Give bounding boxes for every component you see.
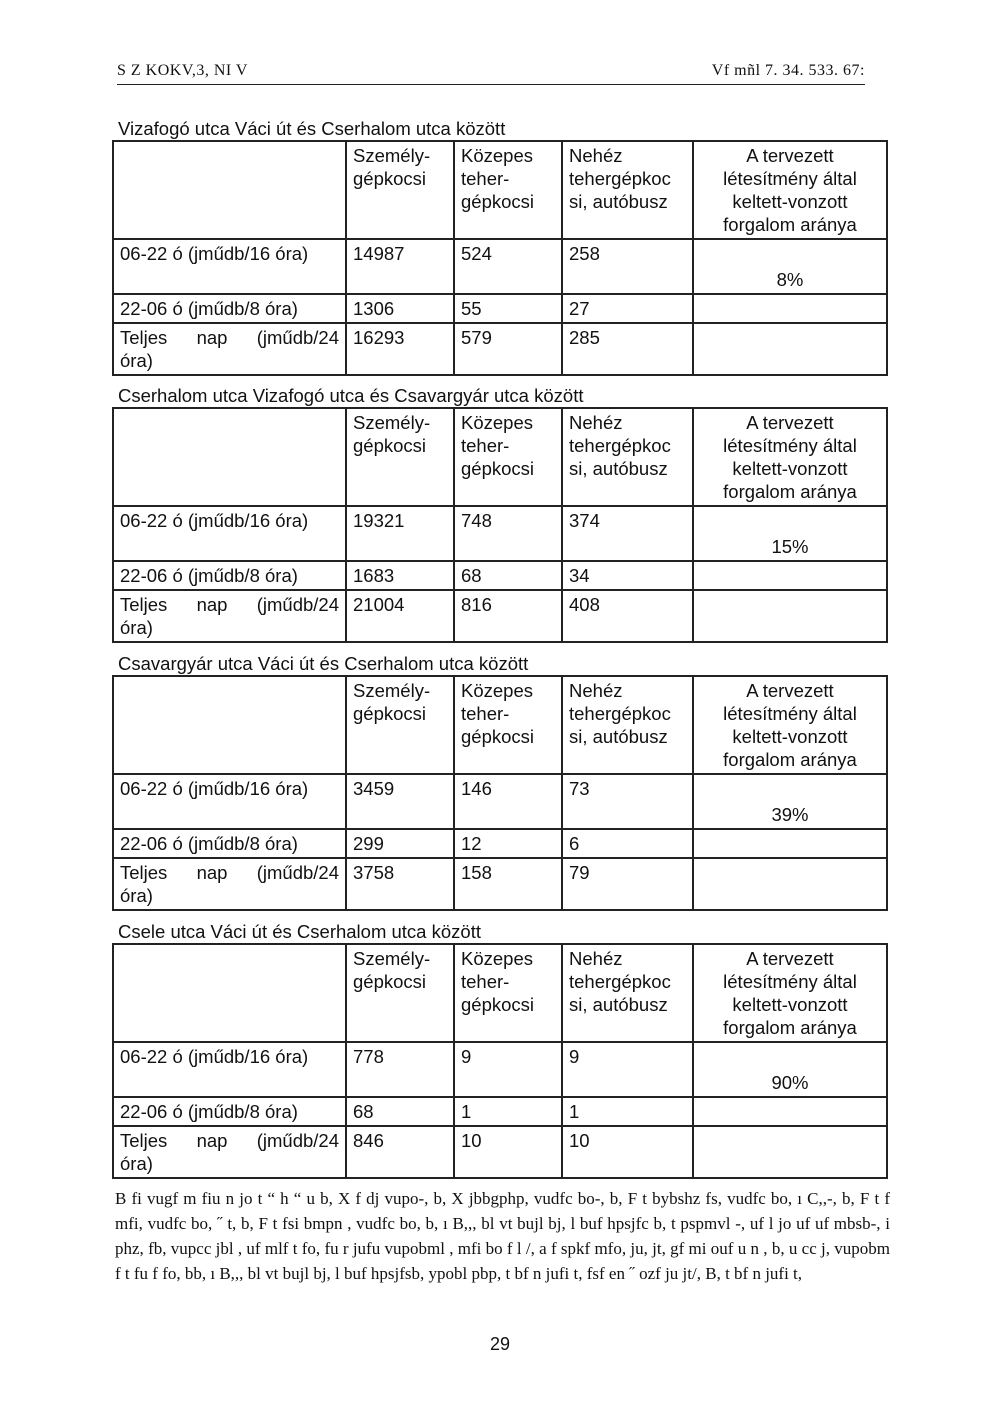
header-heavy-truck: Nehéz tehergépkoc si, autóbusz (562, 944, 693, 1042)
row-label-full-day (113, 590, 346, 642)
table-row-full-day (113, 858, 887, 910)
table-row-night (113, 561, 887, 590)
row-label-full-line1 (120, 326, 339, 349)
cell-full-ratio-empty (693, 590, 887, 642)
cell-full-medium: 10 (454, 1126, 562, 1178)
ratio-value: 39% (771, 804, 809, 825)
row-label-day: 06-22 ó (jműdb/16 óra) (113, 506, 346, 561)
row-label-day: 06-22 ó (jműdb/16 óra) (113, 774, 346, 829)
header-empty-cell (113, 944, 346, 1042)
header-passenger: Személy-gépkocsi (346, 408, 454, 506)
table-header-row (113, 408, 887, 506)
cell-night-passenger: 299 (346, 829, 454, 858)
page-header (117, 62, 865, 85)
cell-night-passenger: 1306 (346, 294, 454, 323)
ratio-value: 8% (776, 269, 804, 290)
traffic-table (112, 407, 888, 643)
cell-full-medium: 158 (454, 858, 562, 910)
cell-night-ratio-empty (693, 829, 887, 858)
cell-day-medium: 524 (454, 239, 562, 294)
full-word-unit: (jműdb/24 (256, 327, 339, 348)
traffic-table-section (112, 653, 890, 911)
row-label-full-line2: óra) (120, 350, 153, 371)
traffic-table-section (112, 921, 890, 1179)
table-caption: Csavargyár utca Váci út és Cserhalom utca között (118, 653, 529, 674)
cell-day-heavy: 73 (562, 774, 693, 829)
header-empty-cell (113, 141, 346, 239)
row-label-full-line2: óra) (120, 885, 153, 906)
row-label-full-day (113, 323, 346, 375)
cell-day-medium: 748 (454, 506, 562, 561)
row-label-full-line1 (120, 1129, 339, 1152)
page-number: 29 (489, 1334, 511, 1354)
cell-ratio (693, 506, 887, 561)
traffic-table-section (112, 385, 890, 643)
cell-night-ratio-empty (693, 294, 887, 323)
full-word-teljes: Teljes (120, 327, 168, 348)
header-heavy-truck: Nehéz tehergépkoc si, autóbusz (562, 408, 693, 506)
header-ratio: A tervezett létesítmény által keltett-vonzott forgalom aránya (693, 676, 887, 774)
header-medium-truck: Közepes teher-gépkocsi (454, 141, 562, 239)
cell-day-passenger: 778 (346, 1042, 454, 1097)
header-right-text: Vf mñl 7. 34. 533. 67: (711, 62, 865, 79)
cell-full-heavy: 285 (562, 323, 693, 375)
header-empty-cell (113, 676, 346, 774)
cell-night-ratio-empty (693, 1097, 887, 1126)
table-row-full-day (113, 590, 887, 642)
row-label-night: 22-06 ó (jműdb/8 óra) (113, 1097, 346, 1126)
body-paragraph: B fi vugf m fiu n jo t “ h “ u b, X f dj vupo-, b, X jbbgphp, vudfc bo-, b, F t bybshz fs, vudfc bo, ı C,,-, b, F t f mfi, vudfc bo, ˝ t, b, F t fsi bmpn , vudfc bo, b, ı B,,, bl vt bujl bj, l buf hpsjfc b, t pspmvl -, uf l jo uf uf mbsb-, i phz, fb, vupcc jbl , uf mlf t fo, fu r jufu vupobml , mfi bo f l /, a f spkf mfo, ju, jt, gf mi ouf u n , b, u cc j, vupobm f t fu f fo, bb, ı B,,, bl vt bujl bj, l buf hpsjfsb, ypobl pbp, t bf n jufi t, fsf en ˝ ozf ju jt/, B, t bf n jufi t, (115, 1189, 890, 1283)
ratio-value: 90% (771, 1072, 809, 1093)
traffic-table-section (112, 118, 890, 376)
table-row-night (113, 829, 887, 858)
full-word-nap: nap (196, 862, 228, 883)
row-label-day: 06-22 ó (jműdb/16 óra) (113, 1042, 346, 1097)
full-word-teljes: Teljes (120, 1130, 168, 1151)
header-ratio: A tervezett létesítmény által keltett-vonzott forgalom aránya (693, 944, 887, 1042)
traffic-table (112, 140, 888, 376)
cell-full-passenger: 21004 (346, 590, 454, 642)
cell-night-heavy: 1 (562, 1097, 693, 1126)
cell-night-passenger: 68 (346, 1097, 454, 1126)
row-label-full-line2: óra) (120, 1153, 153, 1174)
table-row-night (113, 294, 887, 323)
table-caption: Vizafogó utca Váci út és Cserhalom utca között (118, 118, 506, 139)
header-passenger: Személy-gépkocsi (346, 141, 454, 239)
cell-night-ratio-empty (693, 561, 887, 590)
header-left-text: S Z KOKV,3, NI V (117, 62, 248, 79)
row-label-full-line2: óra) (120, 617, 153, 638)
full-word-teljes: Teljes (120, 594, 168, 615)
table-row-full-day (113, 323, 887, 375)
cell-night-passenger: 1683 (346, 561, 454, 590)
cell-full-medium: 816 (454, 590, 562, 642)
header-medium-truck: Közepes teher-gépkocsi (454, 676, 562, 774)
cell-night-heavy: 6 (562, 829, 693, 858)
cell-full-passenger: 846 (346, 1126, 454, 1178)
header-empty-cell (113, 408, 346, 506)
cell-night-medium: 55 (454, 294, 562, 323)
cell-full-passenger: 3758 (346, 858, 454, 910)
ratio-value: 15% (771, 536, 809, 557)
row-label-full-line1 (120, 593, 339, 616)
header-ratio: A tervezett létesítmény által keltett-vonzott forgalom aránya (693, 141, 887, 239)
row-label-night: 22-06 ó (jműdb/8 óra) (113, 829, 346, 858)
cell-day-passenger: 14987 (346, 239, 454, 294)
cell-night-heavy: 27 (562, 294, 693, 323)
cell-full-passenger: 16293 (346, 323, 454, 375)
table-row-day (113, 506, 887, 561)
cell-day-heavy: 374 (562, 506, 693, 561)
table-row-day (113, 774, 887, 829)
row-label-full-line1 (120, 861, 339, 884)
header-heavy-truck: Nehéz tehergépkoc si, autóbusz (562, 141, 693, 239)
table-row-full-day (113, 1126, 887, 1178)
row-label-day: 06-22 ó (jműdb/16 óra) (113, 239, 346, 294)
table-header-row (113, 141, 887, 239)
full-word-nap: nap (196, 327, 228, 348)
cell-ratio (693, 239, 887, 294)
full-word-unit: (jműdb/24 (256, 1130, 339, 1151)
cell-full-heavy: 79 (562, 858, 693, 910)
traffic-table (112, 675, 888, 911)
cell-day-passenger: 3459 (346, 774, 454, 829)
table-header-row (113, 676, 887, 774)
cell-full-ratio-empty (693, 323, 887, 375)
cell-full-heavy: 10 (562, 1126, 693, 1178)
full-word-nap: nap (196, 1130, 228, 1151)
header-medium-truck: Közepes teher-gépkocsi (454, 944, 562, 1042)
cell-day-passenger: 19321 (346, 506, 454, 561)
row-label-night: 22-06 ó (jműdb/8 óra) (113, 561, 346, 590)
header-medium-truck: Közepes teher-gépkocsi (454, 408, 562, 506)
cell-night-medium: 12 (454, 829, 562, 858)
table-caption: Csele utca Váci út és Cserhalom utca között (118, 921, 481, 942)
full-word-unit: (jműdb/24 (256, 862, 339, 883)
row-label-full-day (113, 858, 346, 910)
table-header-row (113, 944, 887, 1042)
header-heavy-truck: Nehéz tehergépkoc si, autóbusz (562, 676, 693, 774)
header-passenger: Személy-gépkocsi (346, 676, 454, 774)
row-label-full-day (113, 1126, 346, 1178)
cell-night-medium: 1 (454, 1097, 562, 1126)
cell-day-heavy: 258 (562, 239, 693, 294)
cell-ratio (693, 1042, 887, 1097)
cell-full-ratio-empty (693, 858, 887, 910)
row-label-night: 22-06 ó (jműdb/8 óra) (113, 294, 346, 323)
full-word-nap: nap (196, 594, 228, 615)
cell-day-heavy: 9 (562, 1042, 693, 1097)
traffic-table (112, 943, 888, 1179)
cell-full-medium: 579 (454, 323, 562, 375)
cell-full-heavy: 408 (562, 590, 693, 642)
table-row-night (113, 1097, 887, 1126)
cell-night-medium: 68 (454, 561, 562, 590)
cell-day-medium: 9 (454, 1042, 562, 1097)
full-word-teljes: Teljes (120, 862, 168, 883)
header-passenger: Személy-gépkocsi (346, 944, 454, 1042)
cell-full-ratio-empty (693, 1126, 887, 1178)
cell-ratio (693, 774, 887, 829)
header-ratio: A tervezett létesítmény által keltett-vonzott forgalom aránya (693, 408, 887, 506)
full-word-unit: (jműdb/24 (256, 594, 339, 615)
table-row-day (113, 239, 887, 294)
cell-day-medium: 146 (454, 774, 562, 829)
table-row-day (113, 1042, 887, 1097)
table-caption: Cserhalom utca Vizafogó utca és Csavargyár utca között (118, 385, 584, 406)
cell-night-heavy: 34 (562, 561, 693, 590)
